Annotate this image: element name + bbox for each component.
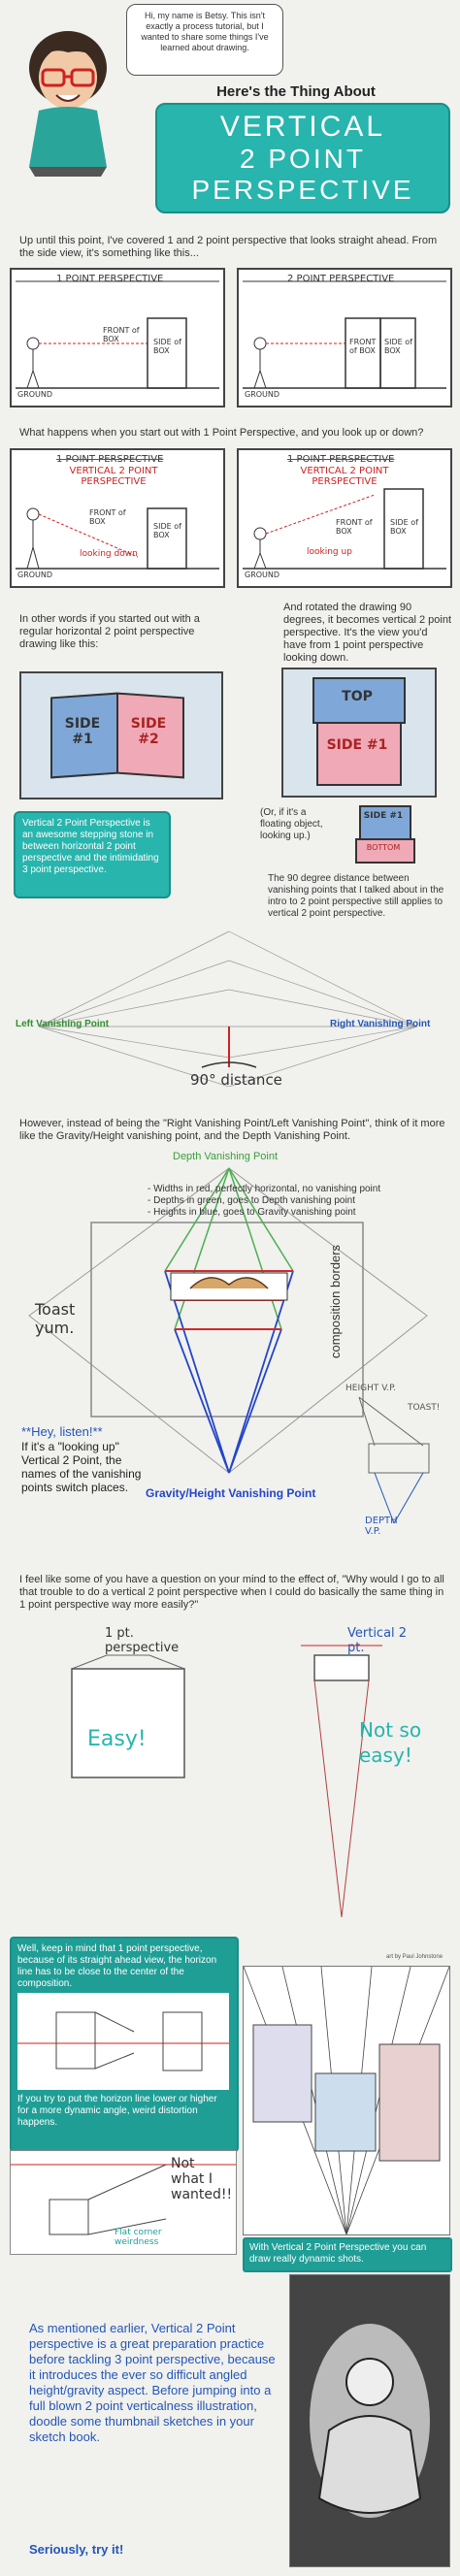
1pt-label: 1 pt. perspective	[105, 1626, 180, 1655]
title-line-1: VERTICAL	[219, 111, 386, 143]
thumbnail-sketch-icon	[290, 2275, 449, 2566]
composition-borders-label: composition borders	[328, 1244, 343, 1358]
panel-looking-down	[10, 448, 225, 588]
distance-label: 90° distance	[190, 1071, 282, 1089]
crossed-title: 1 POINT PERSPECTIVE	[56, 454, 164, 465]
depth-vp-small-label: DEPTH V.P.	[365, 1516, 398, 1537]
panel-1pt-side	[10, 268, 225, 408]
legend-heights: - Heights in blue, goes to Gravity vanishing point	[148, 1207, 356, 1218]
right-vp-label: Right Vanishing Point	[330, 1019, 431, 1029]
horizontal-box-drawing	[19, 671, 223, 799]
front-label: FRONT of BOX	[349, 338, 377, 355]
not-easy-label: Not so easy!	[359, 1718, 422, 1767]
or-text: (Or, if it's a floating object, looking up.)	[260, 807, 323, 841]
side2-label: SIDE #2	[130, 716, 167, 747]
top-label: TOP	[342, 689, 373, 704]
panel-title: VERTICAL 2 POINT PERSPECTIVE	[300, 466, 389, 487]
legend-depths: - Depths in green, goes to Depth vanishing point	[148, 1195, 356, 1206]
box-front	[316, 722, 402, 786]
closing-line: Seriously, try it!	[29, 2542, 124, 2557]
side-label: SIDE of BOX	[390, 518, 418, 536]
height-vp-label: HEIGHT V.P.	[345, 1384, 396, 1393]
horizon-text-1: Well, keep in mind that 1 point perspective, because of its straight ahead view, the horizon line has to be close to the center of the composition.	[17, 1943, 217, 1989]
bottom-label: BOTTOM	[366, 843, 401, 852]
vertical-2pt-label: Vertical 2 pt.	[347, 1626, 408, 1655]
speech-bubble	[126, 4, 283, 76]
depth-vp-label: Depth Vanishing Point	[173, 1151, 279, 1162]
ground-label: GROUND	[17, 390, 53, 399]
toast-label: Toast yum.	[35, 1300, 76, 1337]
side-label: SIDE of BOX	[384, 338, 412, 355]
horizon-callout	[10, 1937, 239, 2152]
section6-paragraph: I feel like some of you have a question on your mind to the effect of, "Why would I go to all that trouble to do a vertical 2 point perspective when I could do basically the same thing in 1 point perspective way more easily?"	[19, 1574, 444, 1611]
ground-label: GROUND	[245, 390, 280, 399]
vertical-2pt-sketch-icon	[291, 1636, 427, 1927]
dynamic-artwork-icon	[244, 1967, 449, 2234]
right-side1-label: SIDE #1	[326, 737, 388, 753]
flat-corner-label: Flat corner weirdness	[115, 2228, 162, 2247]
floating-box-drawing	[353, 801, 413, 864]
gravity-vp-label: Gravity/Height Vanishing Point	[146, 1486, 316, 1500]
panel-title: VERTICAL 2 POINT PERSPECTIVE	[69, 466, 158, 487]
panel-looking-up	[237, 448, 452, 588]
front-label: FRONT of BOX	[336, 518, 373, 536]
horizon-text-2: If you try to put the horizon line lower or higher for a more dynamic angle, weird distortion happens.	[17, 2094, 217, 2128]
vertical-box-drawing	[281, 668, 437, 798]
avatar	[10, 21, 126, 177]
panel-2pt-side	[237, 268, 452, 408]
crossed-title: 1 POINT PERSPECTIVE	[287, 454, 395, 465]
not-what-label: Not what I wanted!!	[171, 2156, 233, 2202]
side1-label: SIDE #1	[64, 716, 101, 747]
thumbnail-sketch	[289, 2274, 450, 2567]
front-label: FRONT of BOX	[89, 508, 126, 526]
title-line-3: PERSPECTIVE	[191, 175, 414, 205]
panel-title: 1 POINT PERSPECTIVE	[56, 274, 164, 284]
section3-left-text: In other words if you started out with a regular horizontal 2 point perspective drawing like this:	[19, 613, 200, 650]
dynamic-artwork	[243, 1966, 450, 2235]
stepping-stone-text: Vertical 2 Point Perspective is an awesome stepping stone in between horizontal 2 point perspective and the intimidating 3 point perspective.	[22, 818, 159, 875]
art-credit: art by Paul Johnstone	[386, 1954, 444, 1960]
intro-section	[0, 0, 460, 228]
section4-right-text: The 90 degree distance between vanishing points that I talked about in the intro to 2 point perspective still applies to vertical 2 point perspective.	[268, 873, 444, 919]
front-label: FRONT of BOX	[103, 326, 140, 343]
left-vp-label: Left Vanishing Point	[16, 1019, 110, 1029]
side-label: SIDE of BOX	[153, 338, 181, 355]
section1-paragraph: Up until this point, I've covered 1 and 2 point perspective that looks straight ahead. From the side view, it's something like this...	[19, 235, 438, 259]
intro-heading: Here's the Thing About	[216, 83, 376, 100]
side-label: SIDE of BOX	[153, 522, 181, 539]
legend-widths: - Widths in red, perfectly horizontal, no vanishing point	[148, 1184, 381, 1194]
speech-bubble-text: Hi, my name is Betsy. This isn't exactly a process tutorial, but I wanted to share some things I've learned about drawing.	[141, 11, 269, 52]
title-banner	[155, 103, 450, 213]
listen-body: If it's a "looking up" Vertical 2 Point, the names of the vanishing points switch places.	[21, 1440, 142, 1494]
side-view-diagram-icon	[239, 270, 450, 406]
dynamic-caption-text: With Vertical 2 Point Perspective you can draw really dynamic shots.	[249, 2242, 427, 2265]
panel-title: 2 POINT PERSPECTIVE	[287, 274, 395, 284]
dynamic-caption	[243, 2237, 452, 2272]
small-side-label: SIDE #1	[363, 811, 404, 821]
stepping-stone-callout	[14, 811, 171, 898]
title-line-2: 2 POINT	[240, 144, 366, 174]
section5-paragraph: However, instead of being the "Right Vanishing Point/Left Vanishing Point", think of it more like the Gravity/Height vanishing point, and the Depth Vanishing Point.	[19, 1118, 445, 1142]
looking-label: looking up	[307, 547, 352, 557]
avatar-illustration-icon	[10, 21, 126, 177]
section2-paragraph: What happens when you start out with 1 Point Perspective, and you look up or down?	[19, 427, 424, 439]
horizon-center-sketch-icon	[17, 1993, 229, 2090]
looking-label: looking down	[80, 549, 138, 559]
legend-bullets	[148, 1184, 439, 1219]
listen-heading: **Hey, listen!**	[21, 1424, 103, 1439]
ground-label: GROUND	[245, 571, 280, 579]
ground-label: GROUND	[17, 571, 53, 579]
section3-right-text: And rotated the drawing 90 degrees, it becomes vertical 2 point perspective. It's the view you'd have from 1 point perspective looking down.	[283, 602, 452, 664]
toast2-label: TOAST!	[408, 1403, 441, 1413]
horizon-sketch-1	[17, 1993, 229, 2090]
vanishing-diagram-icon	[0, 922, 460, 1087]
section8-paragraph: As mentioned earlier, Vertical 2 Point perspective is a great preparation practice before tackling 3 point perspective, because it introduces the ever so difficult angled height/gravity aspect. Before jumping into a full blown 2 point verticalness illustration, doodle some thumbnail sketches in your sketch book.	[29, 2321, 276, 2444]
easy-label: Easy!	[87, 1727, 147, 1751]
1pt-box-sketch-icon	[58, 1649, 204, 1795]
